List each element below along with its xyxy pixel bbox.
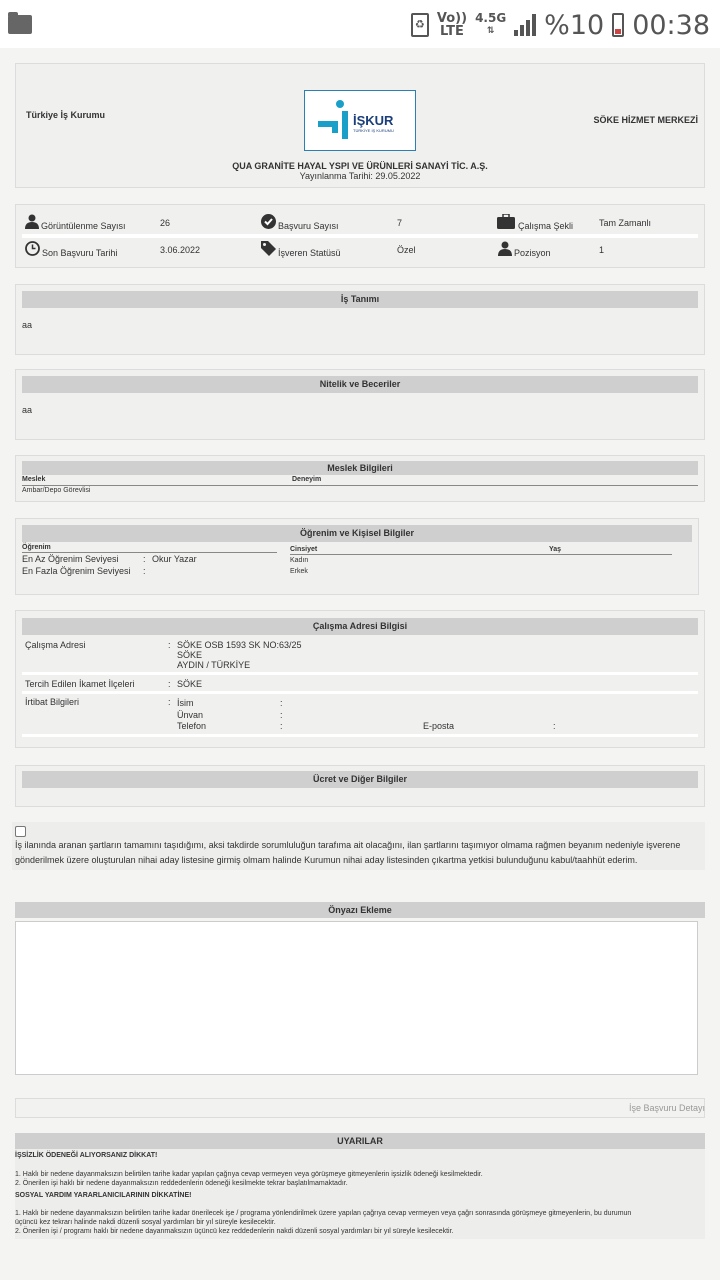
separator: : [553, 721, 556, 731]
clock-icon [25, 241, 40, 256]
logo-main-text: İŞKUR [353, 113, 394, 128]
warning-heading-2: SOSYAL YARDIM YARARLANICILARININ DİKKATİNE! [15, 1192, 192, 1199]
battery-icon [612, 13, 624, 37]
contact-email-label: E-posta [423, 721, 455, 731]
stat-value-views: 26 [160, 218, 171, 228]
briefcase-icon [497, 214, 515, 229]
warning-text-1: 1. Haklı bir nedene dayanmaksızın belirtilen tarihe kadar yapılan çağrıya cevap vermeyen veya görüşmeye gitmeyenlerin işsizlik ödeneği kesilmektedir. [15, 1171, 483, 1178]
max-education-label: En Fazla Öğrenim Seviyesi [22, 566, 131, 576]
experience-col-header: Deneyim [292, 476, 322, 483]
logo-sub-text: TÜRKİYE İŞ KURUMU [353, 128, 394, 133]
residence-value: SÖKE [177, 679, 203, 689]
warnings-title: UYARILAR [15, 1133, 705, 1149]
volte-indicator: Vo)) LTE [436, 11, 468, 39]
contact-phone-label: Telefon [177, 721, 207, 731]
battery-percent: %10 [544, 9, 605, 41]
warning-text-5: 2. Önerilen işi / programı haklı bir nedene dayanmaksızın üçüncü kez reddedenlerin nakdi düzenli sosyal yardımları bir yıl süreyle kesilecektir. [15, 1228, 454, 1235]
occupation-divider [22, 485, 698, 486]
gender-female: Kadın [290, 557, 309, 564]
address-divider [22, 734, 698, 737]
signal-icon [514, 14, 536, 36]
min-education-value: Okur Yazar [152, 554, 197, 564]
stat-label-applications: Başvuru Sayısı [278, 221, 339, 231]
consent-text-line-1: İş ilanında aranan şartların tamamını taşıdığımı, aksi takdirde sorumluluğun tarafıma ait olacağını, ilan şartlarını taşımıyor olmama rağmen beyanım nedeniyle işverene [15, 840, 681, 850]
separator: : [143, 566, 146, 576]
stat-value-work-type: Tam Zamanlı [599, 218, 652, 228]
qualifications-text: aa [22, 405, 33, 415]
address-divider [22, 672, 698, 675]
address-line-2: SÖKE [177, 650, 203, 660]
separator: : [168, 679, 171, 689]
separator: : [168, 697, 171, 707]
stat-label-work-type: Çalışma Şekli [518, 221, 574, 231]
status-bar [0, 0, 720, 48]
address-title: Çalışma Adresi Bilgisi [22, 618, 698, 635]
status-icons [411, 8, 710, 42]
work-address-label: Çalışma Adresi [25, 640, 86, 650]
job-description-text: aa [22, 320, 33, 330]
age-col-header: Yaş [549, 546, 562, 553]
stat-value-employer-status: Özel [397, 245, 416, 255]
separator: : [168, 640, 171, 650]
stat-value-applications: 7 [397, 218, 403, 228]
education-title: Öğrenim ve Kişisel Bilgiler [22, 525, 692, 542]
residence-label: Tercih Edilen İkamet İlçeleri [25, 679, 135, 689]
separator: : [280, 698, 283, 708]
consent-checkbox[interactable] [15, 826, 26, 837]
education-col-header: Öğrenim [22, 544, 51, 551]
address-line-1: SÖKE OSB 1593 SK NO:63/25 [177, 640, 302, 650]
job-description-title: İş Tanımı [22, 291, 698, 308]
tag-icon [261, 241, 276, 256]
folder-icon [8, 15, 32, 34]
separator: : [143, 554, 146, 564]
stat-label-employer-status: İşveren Statüsü [278, 248, 341, 258]
network-gen-indicator: 4.5G ⇅ [475, 11, 507, 36]
salary-title: Ücret ve Diğer Bilgiler [22, 771, 698, 788]
warning-text-2: 2. Önerilen işi haklı bir nedene dayanmaksızın reddedenlerin ödeneği kesilmekte tekrar başlatılmamaktadır. [15, 1180, 348, 1187]
warning-text-4: üçüncü kez tekrarı halinde nakdi düzenli sosyal yardımları bir yıl süreyle kesilecektir. [15, 1219, 276, 1226]
min-education-label: En Az Öğrenim Seviyesi [22, 554, 119, 564]
iskur-logo [304, 90, 416, 151]
occupation-title: Meslek Bilgileri [22, 461, 698, 475]
warning-text-3: 1. Haklı bir nedene dayanmaksızın belirtilen tarihe kadar önerilecek işe / programa yönlendirilmek üzere yapılan çağrıya cevap vermeyen veya çağrı sonrasında görüşmeye gitmeyenlerin, bu durumun [15, 1210, 632, 1217]
personal-divider [290, 554, 672, 555]
stat-value-deadline: 3.06.2022 [160, 245, 201, 255]
contact-title-label: Ünvan [177, 710, 204, 720]
stat-label-position: Pozisyon [514, 248, 551, 258]
org-name: Türkiye İş Kurumu [26, 110, 106, 120]
user-icon [25, 214, 39, 229]
recycle-icon: ♻ [411, 13, 429, 37]
office-name: SÖKE HİZMET MERKEZİ [593, 115, 698, 125]
contact-label: İrtibat Bilgileri [25, 697, 80, 707]
warning-heading-1: İŞSİZLİK ÖDENEĞİ ALIYORSANIZ DİKKAT! [15, 1152, 158, 1159]
address-line-3: AYDIN / TÜRKİYE [177, 660, 251, 670]
occupation-value: Ambar/Depo Görevlisi [22, 487, 91, 494]
stat-label-deadline: Son Başvuru Tarihi [42, 248, 118, 258]
stats-divider [22, 234, 698, 238]
education-divider [22, 552, 277, 553]
stat-value-position: 1 [599, 245, 605, 255]
address-divider [22, 691, 698, 694]
publish-date: Yayınlanma Tarihi: 29.05.2022 [299, 171, 421, 181]
clock: 00:38 [632, 9, 710, 41]
stat-label-views: Görüntülenme Sayısı [41, 221, 126, 231]
qualifications-title: Nitelik ve Beceriler [22, 376, 698, 393]
cover-letter-title: Önyazı Ekleme [15, 902, 705, 918]
consent-text-line-2: gönderilmek üzere oluşturulan nihai aday listesine girmiş olmam halinde Kurumun nihai aday listesinden çıkartma yetkisi bulunduğunu kabul/taahhüt ederim. [15, 855, 638, 865]
check-circle-icon [261, 214, 276, 229]
apply-detail-button[interactable]: İşe Başvuru Detayı [628, 1103, 705, 1113]
cover-letter-textarea[interactable] [15, 921, 698, 1075]
company-name: QUA GRANİTE HAYAL YSPI VE ÜRÜNLERİ SANAYİ TİC. A.Ş. [232, 161, 488, 171]
separator: : [280, 721, 283, 731]
gender-col-header: Cinsiyet [290, 546, 318, 553]
occupation-col-header: Meslek [22, 476, 46, 483]
contact-name-label: İsim [177, 698, 194, 708]
user-icon [498, 241, 512, 256]
gender-male: Erkek [290, 568, 308, 575]
separator: : [280, 710, 283, 720]
apply-detail-bar [15, 1098, 705, 1118]
